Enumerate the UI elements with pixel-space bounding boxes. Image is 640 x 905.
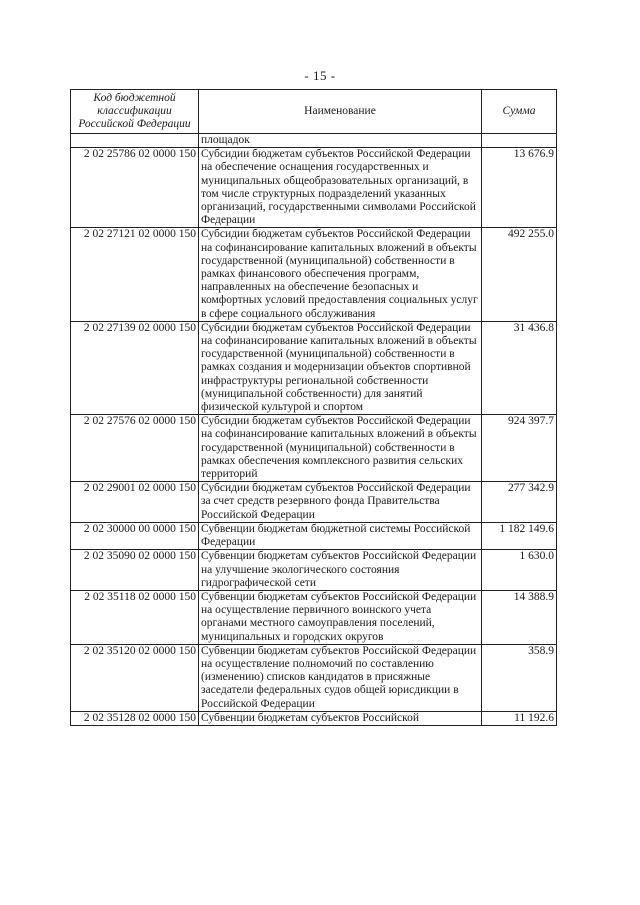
table-row xyxy=(71,134,557,148)
row-name: Субсидии бюджетам субъектов Российской Федерации на софинансирование капитальных вложений в объекты государственной (муниципальной) собственности в рамках создания и модернизации объектов спортивной инфраструктуры региональной собственности (муниципальной собственности) для занятий физической культурой и спортом xyxy=(199,321,482,414)
table-row xyxy=(71,711,557,725)
table-row xyxy=(71,522,557,549)
table-row xyxy=(71,148,557,228)
table-row xyxy=(71,321,557,414)
row-code xyxy=(71,134,199,148)
budget-table xyxy=(70,89,557,726)
row-code: 2 02 30000 00 0000 150 xyxy=(71,522,199,549)
row-code: 2 02 35128 02 0000 150 xyxy=(71,711,199,725)
row-name: Субсидии бюджетам субъектов Российской Федерации на обеспечение оснащения государственных и муниципальных общеобразовательных организаций, в том числе структурных подразделений указанных организаций, государственными символами Российской Федерации xyxy=(199,148,482,228)
row-code: 2 02 27576 02 0000 150 xyxy=(71,415,199,482)
page-number: - 15 - xyxy=(304,68,336,83)
row-code: 2 02 27139 02 0000 150 xyxy=(71,321,199,414)
row-sum: 1 630.0 xyxy=(482,550,557,591)
row-name: Субсидии бюджетам субъектов Российской Федерации на софинансирование капитальных вложений в объекты государственной (муниципальной) собственности в рамках обеспечения комплексного развития сельских территорий xyxy=(199,415,482,482)
row-sum: 31 436.8 xyxy=(482,321,557,414)
row-code: 2 02 35118 02 0000 150 xyxy=(71,590,199,644)
row-name: Субвенции бюджетам субъектов Российской xyxy=(199,711,482,725)
row-sum xyxy=(482,134,557,148)
row-code: 2 02 25786 02 0000 150 xyxy=(71,148,199,228)
table-row xyxy=(71,644,557,711)
row-sum: 1 182 149.6 xyxy=(482,522,557,549)
table-row xyxy=(71,228,557,321)
row-name: Субсидии бюджетам субъектов Российской Федерации за счет средств резервного фонда Правительства Российской Федерации xyxy=(199,482,482,523)
header-sum: Сумма xyxy=(482,90,557,134)
row-code: 2 02 29001 02 0000 150 xyxy=(71,482,199,523)
row-code: 2 02 35090 02 0000 150 xyxy=(71,550,199,591)
row-name: площадок xyxy=(199,134,482,148)
table-header-row xyxy=(71,90,557,134)
table-row xyxy=(71,590,557,644)
row-name: Субвенции бюджетам бюджетной системы Российской Федерации xyxy=(199,522,482,549)
row-sum: 11 192.6 xyxy=(482,711,557,725)
row-name: Субвенции бюджетам субъектов Российской Федерации на осуществление полномочий по составлению (изменению) списков кандидатов в присяжные заседатели федеральных судов общей юрисдикции в Российской Федерации xyxy=(199,644,482,711)
row-sum: 14 388.9 xyxy=(482,590,557,644)
header-name: Наименование xyxy=(199,90,482,134)
row-sum: 277 342.9 xyxy=(482,482,557,523)
row-sum: 13 676.9 xyxy=(482,148,557,228)
row-sum: 358.9 xyxy=(482,644,557,711)
table-row xyxy=(71,550,557,591)
row-sum: 492 255.0 xyxy=(482,228,557,321)
row-name: Субсидии бюджетам субъектов Российской Федерации на софинансирование капитальных вложений в объекты государственной (муниципальной) собственности в рамках финансового обеспечения программ, направленных на обеспечение безопасных и комфортных условий предоставления социальных услуг в сфере социального обслуживания xyxy=(199,228,482,321)
row-name: Субвенции бюджетам субъектов Российской Федерации на улучшение экологического состояния гидрографической сети xyxy=(199,550,482,591)
row-code: 2 02 35120 02 0000 150 xyxy=(71,644,199,711)
table-row xyxy=(71,482,557,523)
table-row xyxy=(71,415,557,482)
row-sum: 924 397.7 xyxy=(482,415,557,482)
row-name: Субвенции бюджетам субъектов Российской Федерации на осуществление первичного воинского учета органами местного самоуправления поселений, муниципальных и городских округов xyxy=(199,590,482,644)
row-code: 2 02 27121 02 0000 150 xyxy=(71,228,199,321)
header-code: Код бюджетной классификации Российской Федерации xyxy=(71,90,199,134)
